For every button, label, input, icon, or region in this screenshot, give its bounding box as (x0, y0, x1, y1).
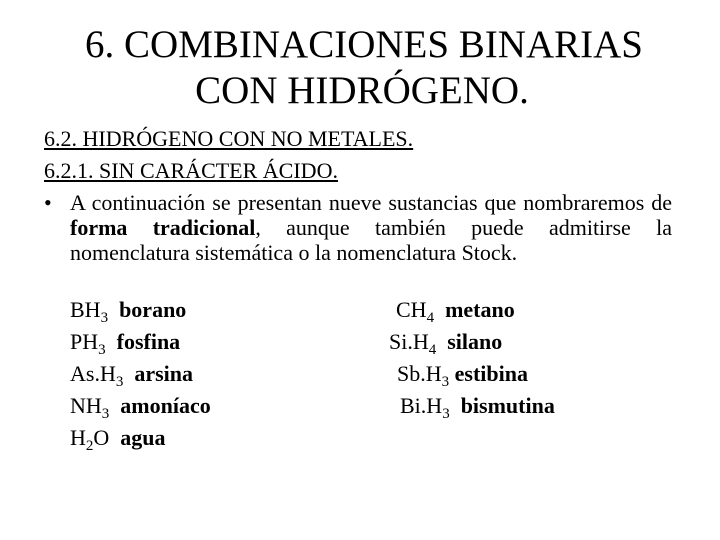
bullet-marker: • (44, 190, 52, 215)
compound-arsine (70, 361, 194, 390)
slide-title (0, 22, 720, 114)
compound-name: amoníaco (120, 393, 211, 418)
formula-base: As.H (70, 361, 116, 386)
compound-borane (70, 297, 187, 326)
formula-subscript: 4 (426, 310, 435, 326)
formula-subscript: 4 (428, 342, 437, 358)
compound-name: bismutina (460, 393, 555, 418)
formula-base: Bi.H (400, 393, 443, 418)
formula-base: Si.H (389, 329, 429, 354)
compound-phosphine (70, 329, 181, 358)
formula-subscript: 3 (98, 342, 106, 358)
section-heading: 6.2. HIDRÓGENO CON NO METALES. (44, 126, 414, 151)
formula-subscript: 3 (100, 310, 109, 326)
compound-name: borano (119, 297, 187, 322)
formula-subscript: 3 (115, 374, 124, 390)
formula-subscript: 3 (441, 374, 450, 390)
paragraph-text-end: , aunque también puede admitirse la nomenclatura sistemática o la nomenclatura Stock. (70, 215, 672, 265)
formula-base: CH (396, 297, 427, 322)
formula-base: Sb.H (397, 361, 442, 386)
intro-paragraph (44, 190, 672, 265)
compound-silane (389, 329, 503, 358)
title-line-2: CON HIDRÓGENO. (195, 69, 529, 112)
compound-name: fosfina (116, 329, 181, 354)
formula-base: BH (70, 297, 101, 322)
formula-base: NH (70, 393, 102, 418)
compound-name: metano (445, 297, 515, 322)
paragraph-bold-term: forma tradicional (70, 215, 256, 240)
compound-name: estibina (454, 361, 528, 386)
compound-name: agua (120, 425, 166, 450)
compound-ammonia (70, 393, 211, 422)
paragraph-text-start: A continuación se presentan nueve sustancias que nombraremos de (70, 190, 672, 215)
formula-tail: O (93, 425, 110, 450)
compound-methane (396, 297, 515, 326)
paragraph-text (70, 190, 672, 265)
compound-name: silano (447, 329, 503, 354)
compound-water (70, 425, 166, 454)
formula-subscript: 2 (85, 438, 94, 454)
compound-stibine (397, 361, 528, 390)
title-line-1: 6. COMBINACIONES BINARIAS (85, 23, 643, 66)
formula-base: PH (70, 329, 99, 354)
formula-subscript: 3 (101, 406, 110, 422)
compound-bismuthine (400, 393, 555, 422)
formula-subscript: 3 (442, 406, 450, 422)
compound-name: arsina (134, 361, 194, 386)
formula-base: H (70, 425, 86, 450)
subsection-heading: 6.2.1. SIN CARÁCTER ÁCIDO. (44, 158, 338, 183)
